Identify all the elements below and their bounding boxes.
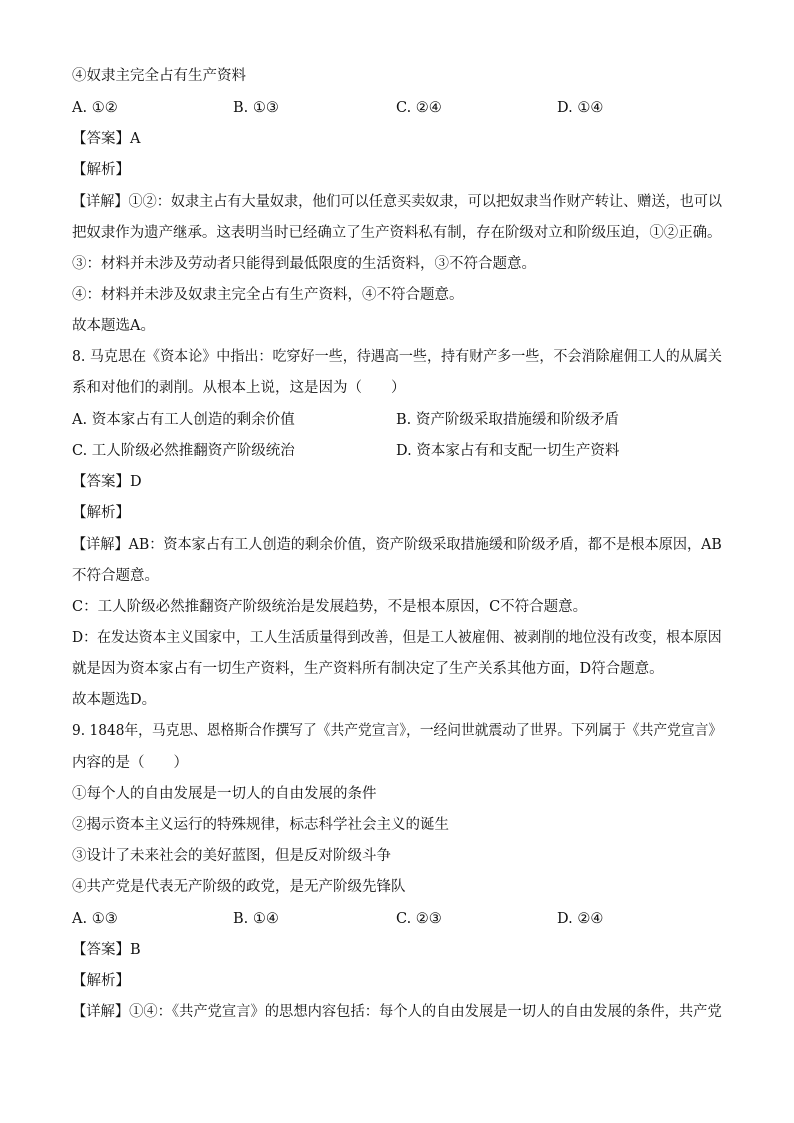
q8-option-b: B. 资产阶级采取措施缓和阶级矛盾: [396, 412, 619, 428]
q9-stem-line: 内容的是（ ）: [72, 755, 188, 771]
q8-detail-line: C：工人阶级必然推翻资产阶级统治是发展趋势，不是根本原因，C不符合题意。: [72, 599, 588, 615]
q8-detail-line: 就是因为资本家占有一切生产资料，生产资料所有制决定了生产关系其他方面，D符合题意。: [72, 661, 664, 677]
q7-detail-line: ③：材料并未涉及劳动者只能得到最低限度的生活资料，③不符合题意。: [72, 256, 536, 272]
q9-statement: ①每个人的自由发展是一切人的自由发展的条件: [72, 786, 377, 802]
q8-detail-line: 【详解】AB：资本家占有工人创造的剩余价值，资产阶级采取措施缓和阶级矛盾，都不是根本原因，AB: [72, 537, 722, 553]
q8-detail-line: 不符合题意。: [72, 568, 159, 584]
q9-option-c: C. ②③: [396, 911, 442, 927]
q8-stem-line: 系和对他们的剥削。从根本上说，这是因为（ ）: [72, 380, 406, 396]
q7-detail-line: ④：材料并未涉及奴隶主完全占有生产资料，④不符合题意。: [72, 287, 464, 303]
q9-option-a: A. ①③: [72, 911, 118, 927]
q8-answer: 【答案】D: [72, 474, 142, 490]
q7-detail-line: 故本题选A。: [72, 318, 155, 334]
q7-option-b: B. ①③: [233, 100, 279, 116]
q9-statement: ②揭示资本主义运行的特殊规律，标志科学社会主义的诞生: [72, 817, 449, 833]
q9-stem-line: 9. 1848年，马克思、恩格斯合作撰写了《共产党宣言》，一经问世就震动了世界。下列属于《共产党宣言》: [72, 723, 723, 739]
q8-detail-line: 故本题选D。: [72, 692, 157, 708]
q9-statement: ④共产党是代表无产阶级的政党，是无产阶级先锋队: [72, 879, 406, 895]
q7-analysis-label: 【解析】: [72, 162, 130, 178]
q9-detail-line: 【详解】①④：《共产党宣言》的思想内容包括：每个人的自由发展是一切人的自由发展的条件，共产党: [72, 1004, 722, 1020]
q7-option-c: C. ②④: [396, 100, 442, 116]
q8-option-c: C. 工人阶级必然推翻资产阶级统治: [72, 443, 295, 459]
q7-detail-line: 【详解】①②：奴隶主占有大量奴隶，他们可以任意买卖奴隶，可以把奴隶当作财产转让、赠送，也可以: [72, 194, 722, 210]
q9-statement: ③设计了未来社会的美好蓝图，但是反对阶级斗争: [72, 848, 391, 864]
q9-analysis-label: 【解析】: [72, 973, 130, 989]
q9-option-d: D. ②④: [557, 911, 604, 927]
q7-option-d: D. ①④: [557, 100, 604, 116]
q7-option-a: A. ①②: [72, 100, 118, 116]
q8-stem-line: 8. 马克思在《资本论》中指出：吃穿好一些，待遇高一些，持有财产多一些，不会消除雇佣工人的从属关: [72, 349, 722, 365]
q8-option-a: A. 资本家占有工人创造的剩余价值: [72, 412, 295, 428]
q7-statement-4: ④奴隶主完全占有生产资料: [72, 68, 246, 84]
q9-option-b: B. ①④: [233, 911, 279, 927]
q8-option-d: D. 资本家占有和支配一切生产资料: [396, 443, 620, 459]
q8-detail-line: D：在发达资本主义国家中，工人生活质量得到改善，但是工人被雇佣、被剥削的地位没有改变，根本原因: [72, 630, 722, 646]
q7-answer: 【答案】A: [72, 131, 141, 147]
q8-analysis-label: 【解析】: [72, 505, 130, 521]
q9-answer: 【答案】B: [72, 942, 141, 958]
q7-detail-line: 把奴隶作为遗产继承。这表明当时已经确立了生产资料私有制，存在阶级对立和阶级压迫，①②正确。: [72, 225, 722, 241]
